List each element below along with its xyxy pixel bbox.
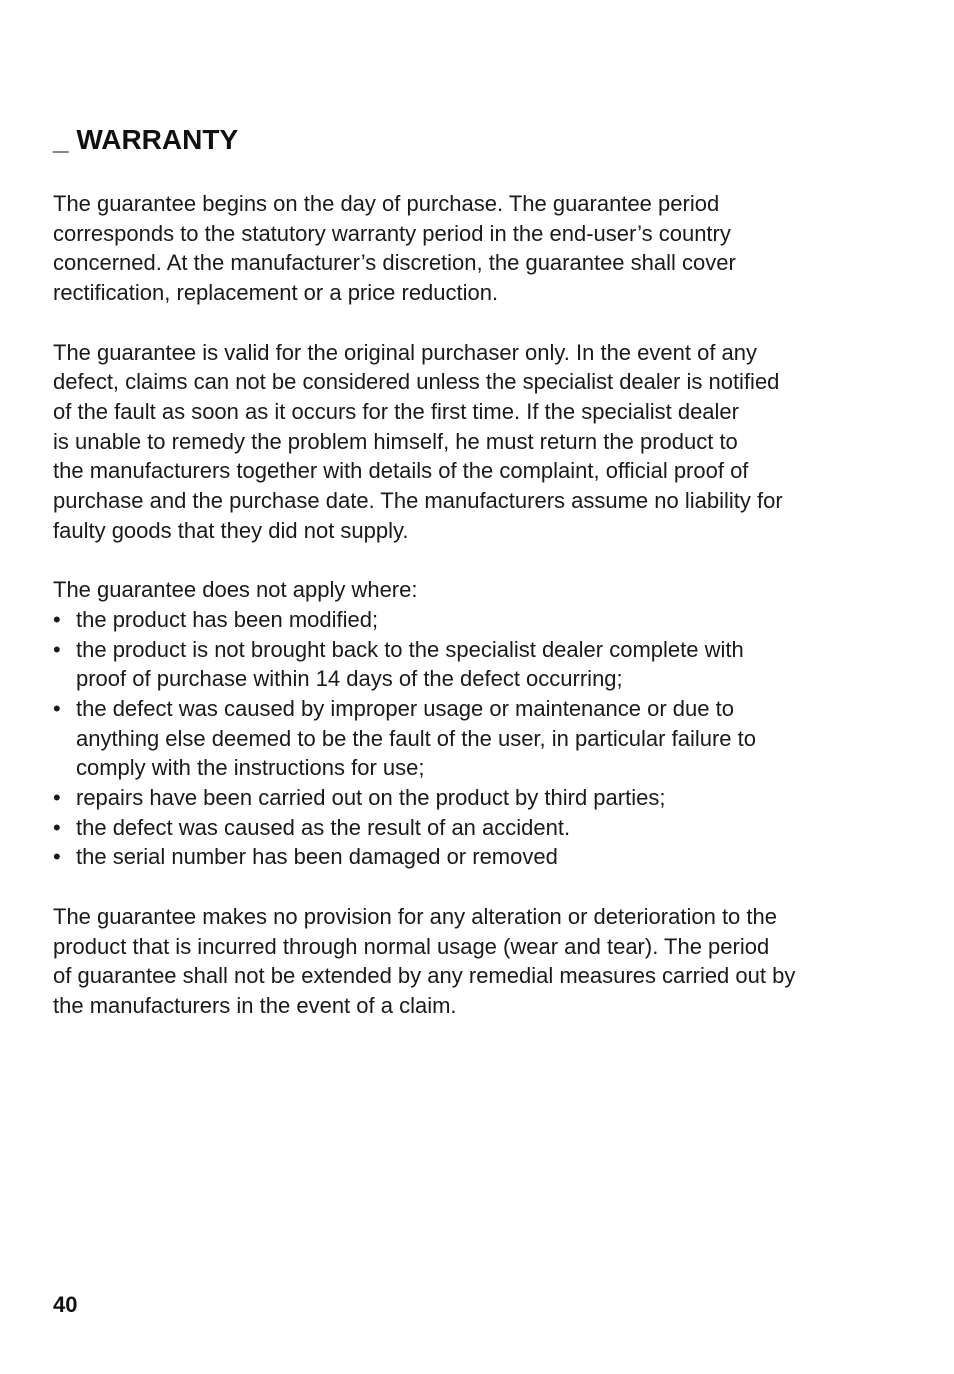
bullet-icon: • <box>53 695 61 721</box>
text-line: product that is incurred through normal usage (wear and tear). The period <box>53 933 770 959</box>
list-item <box>53 813 873 843</box>
list-item <box>53 842 873 872</box>
text-line: The guarantee makes no provision for any alteration or deterioration to the <box>53 903 777 929</box>
bullet-icon: • <box>53 785 61 811</box>
page-number: 40 <box>53 1292 78 1317</box>
page-content <box>53 121 873 1050</box>
text-line: the product has been modified; <box>76 606 379 632</box>
text-line: anything else deemed to be the fault of the user, in particular failure to <box>76 725 756 751</box>
text-line: the serial number has been damaged or removed <box>76 844 558 870</box>
text-line: rectification, replacement or a price reduction. <box>53 280 499 306</box>
text-line: repairs have been carried out on the product by third parties; <box>76 785 666 811</box>
text-line: The guarantee is valid for the original purchaser only. In the event of any <box>53 339 758 365</box>
text-line: the manufacturers in the event of a claim. <box>53 992 457 1018</box>
text-line: the defect was caused by improper usage or maintenance or due to <box>76 695 734 721</box>
bullet-icon: • <box>53 636 61 662</box>
text-line: The guarantee begins on the day of purchase. The guarantee period <box>53 191 720 216</box>
list-intro: The guarantee does not apply where: <box>53 577 418 603</box>
text-line: the manufacturers together with details of the complaint, official proof of <box>53 458 749 484</box>
text-line: the defect was caused as the result of an accident. <box>76 814 571 840</box>
list-item <box>53 605 873 635</box>
text-line: faulty goods that they did not supply. <box>53 517 409 543</box>
bullet-icon: • <box>53 844 61 870</box>
exclusions-list <box>53 605 873 872</box>
list-item <box>53 635 873 694</box>
text-line: is unable to remedy the problem himself, he must return the product to <box>53 428 738 454</box>
text-line: of the fault as soon as it occurs for the first time. If the specialist dealer <box>53 398 739 424</box>
page-title: _ WARRANTY <box>53 124 239 155</box>
text-line: purchase and the purchase date. The manufacturers assume no liability for <box>53 488 783 514</box>
text-line: corresponds to the statutory warranty period in the end-user’s country <box>53 220 731 246</box>
text-line: the product is not brought back to the specialist dealer complete with <box>76 636 744 662</box>
paragraph-guarantee-validity <box>53 338 873 546</box>
text-line: proof of purchase within 14 days of the defect occurring; <box>76 666 623 692</box>
paragraph-wear-and-tear <box>53 902 873 1021</box>
list-item <box>53 694 873 783</box>
paragraph-guarantee-start <box>53 189 873 308</box>
text-line: concerned. At the manufacturer’s discretion, the guarantee shall cover <box>53 250 736 276</box>
text-line: of guarantee shall not be extended by any remedial measures carried out by <box>53 963 796 989</box>
list-item <box>53 783 873 813</box>
bullet-icon: • <box>53 606 61 632</box>
text-line: defect, claims can not be considered unless the specialist dealer is notified <box>53 369 780 395</box>
bullet-icon: • <box>53 814 61 840</box>
text-line: comply with the instructions for use; <box>76 755 425 781</box>
